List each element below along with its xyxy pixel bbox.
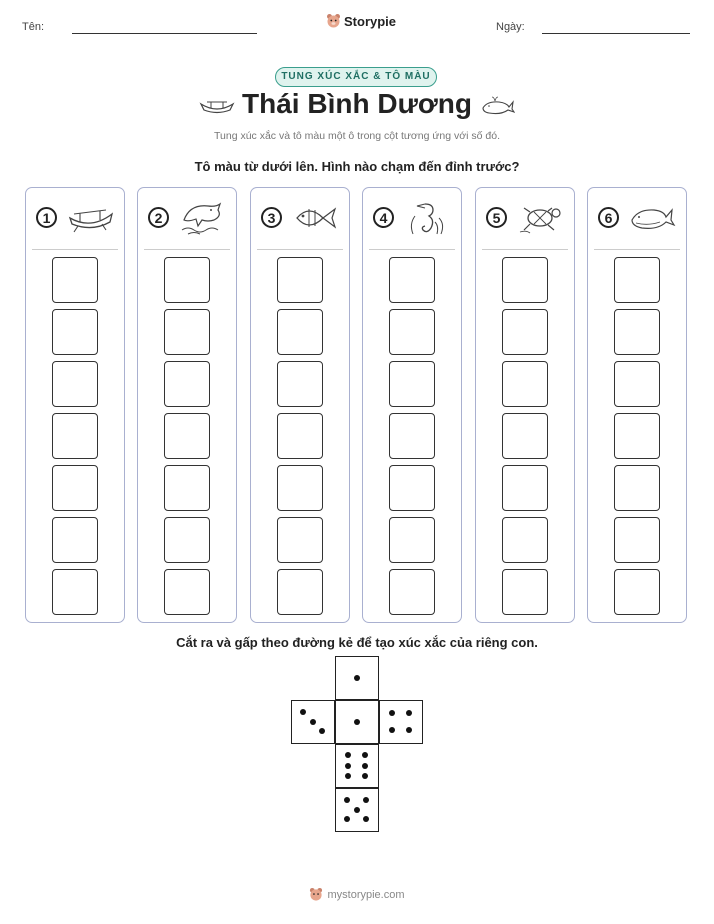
name-label: Tên: (22, 21, 45, 33)
color-cell[interactable] (502, 465, 548, 511)
dice-face-1 (335, 700, 379, 744)
column-number: 3 (261, 207, 282, 228)
dice-pip (362, 752, 368, 758)
dice-pip (363, 816, 369, 822)
turtle-icon (516, 200, 566, 236)
dice-pip (362, 773, 368, 779)
color-cell[interactable] (614, 309, 660, 355)
seahorse-icon (403, 200, 453, 236)
dice-face-6 (335, 744, 379, 788)
color-cell[interactable] (277, 257, 323, 303)
footer (0, 887, 714, 902)
divider (369, 249, 455, 250)
bear-icon (326, 13, 341, 29)
dice-pip (300, 709, 306, 715)
dice-face-1 (335, 656, 379, 700)
color-cell[interactable] (277, 465, 323, 511)
column-2 (137, 187, 237, 623)
color-cell[interactable] (389, 569, 435, 615)
brand-name: Storypie (344, 13, 397, 29)
whale-icon (628, 200, 678, 236)
color-cell[interactable] (389, 361, 435, 407)
color-cell[interactable] (502, 361, 548, 407)
color-cell[interactable] (52, 309, 98, 355)
column-header (588, 188, 686, 250)
whale-icon (481, 96, 515, 116)
color-cell[interactable] (277, 361, 323, 407)
color-cell[interactable] (277, 309, 323, 355)
color-cell[interactable] (614, 569, 660, 615)
color-cell[interactable] (614, 361, 660, 407)
color-cell[interactable] (277, 413, 323, 459)
color-cell[interactable] (52, 413, 98, 459)
dice-pip (344, 797, 350, 803)
dice-pip (354, 675, 360, 681)
dice-pip (345, 773, 351, 779)
fish-icon (291, 200, 341, 236)
dice-pip (389, 710, 395, 716)
column-header (138, 188, 236, 250)
color-cell[interactable] (389, 517, 435, 563)
column-5 (475, 187, 575, 623)
dice-pip (389, 727, 395, 733)
dice-face-3 (291, 700, 335, 744)
color-cell[interactable] (389, 413, 435, 459)
page-subtitle: Tung xúc xắc và tô màu một ô trong cột tương ứng với số đó. (214, 130, 500, 142)
divider (594, 249, 680, 250)
color-cell[interactable] (52, 569, 98, 615)
color-cell[interactable] (52, 361, 98, 407)
dice-pip (363, 797, 369, 803)
divider (257, 249, 343, 250)
color-cell[interactable] (502, 309, 548, 355)
brand-logo (326, 13, 396, 29)
color-cell[interactable] (164, 517, 210, 563)
column-4 (362, 187, 462, 623)
dice-face-5 (335, 788, 379, 832)
bear-icon (309, 887, 323, 902)
color-cell[interactable] (389, 309, 435, 355)
color-cell[interactable] (389, 465, 435, 511)
name-line[interactable] (72, 33, 257, 34)
dice-pip (354, 719, 360, 725)
color-cell[interactable] (502, 413, 548, 459)
column-header (26, 188, 124, 250)
color-cell[interactable] (52, 465, 98, 511)
column-1 (25, 187, 125, 623)
dice-pip (345, 752, 351, 758)
instruction-text: Tô màu từ dưới lên. Hình nào chạm đến đỉnh trước? (194, 159, 520, 174)
dice-pip (406, 727, 412, 733)
dice-pip (362, 763, 368, 769)
column-number: 2 (148, 207, 169, 228)
divider (32, 249, 118, 250)
divider (144, 249, 230, 250)
color-cell[interactable] (502, 257, 548, 303)
column-number: 1 (36, 207, 57, 228)
dolphin-icon (178, 200, 228, 236)
color-cell[interactable] (52, 257, 98, 303)
dice-pip (310, 719, 316, 725)
activity-badge: TUNG XÚC XẮC & TÔ MÀU (275, 67, 437, 87)
column-header (363, 188, 461, 250)
dice-pip (344, 816, 350, 822)
color-cell[interactable] (502, 569, 548, 615)
column-number: 5 (486, 207, 507, 228)
color-cell[interactable] (164, 465, 210, 511)
color-cell[interactable] (164, 257, 210, 303)
column-3 (250, 187, 350, 623)
dice-pip (354, 807, 360, 813)
color-cell[interactable] (164, 413, 210, 459)
color-cell[interactable] (614, 257, 660, 303)
color-cell[interactable] (164, 361, 210, 407)
color-cell[interactable] (614, 517, 660, 563)
color-cell[interactable] (614, 413, 660, 459)
dice-pip (345, 763, 351, 769)
canoe-icon (66, 200, 116, 236)
footer-site: mystorypie.com (327, 888, 405, 901)
divider (482, 249, 568, 250)
date-line[interactable] (542, 33, 690, 34)
column-6 (587, 187, 687, 623)
date-label: Ngày: (496, 21, 525, 33)
dice-pip (406, 710, 412, 716)
column-header (251, 188, 349, 250)
column-number: 6 (598, 207, 619, 228)
column-number: 4 (373, 207, 394, 228)
color-cell[interactable] (389, 257, 435, 303)
dice-pip (319, 728, 325, 734)
dice-face-4 (379, 700, 423, 744)
dice-instruction: Cắt ra và gấp theo đường kẻ để tạo xúc xắc của riêng con. (176, 635, 538, 650)
color-cell[interactable] (614, 465, 660, 511)
color-cell[interactable] (164, 569, 210, 615)
color-cell[interactable] (164, 309, 210, 355)
page-title: Thái Bình Dương (242, 88, 472, 119)
color-cell[interactable] (52, 517, 98, 563)
color-cell[interactable] (277, 569, 323, 615)
color-cell[interactable] (502, 517, 548, 563)
column-header (476, 188, 574, 250)
color-cell[interactable] (277, 517, 323, 563)
